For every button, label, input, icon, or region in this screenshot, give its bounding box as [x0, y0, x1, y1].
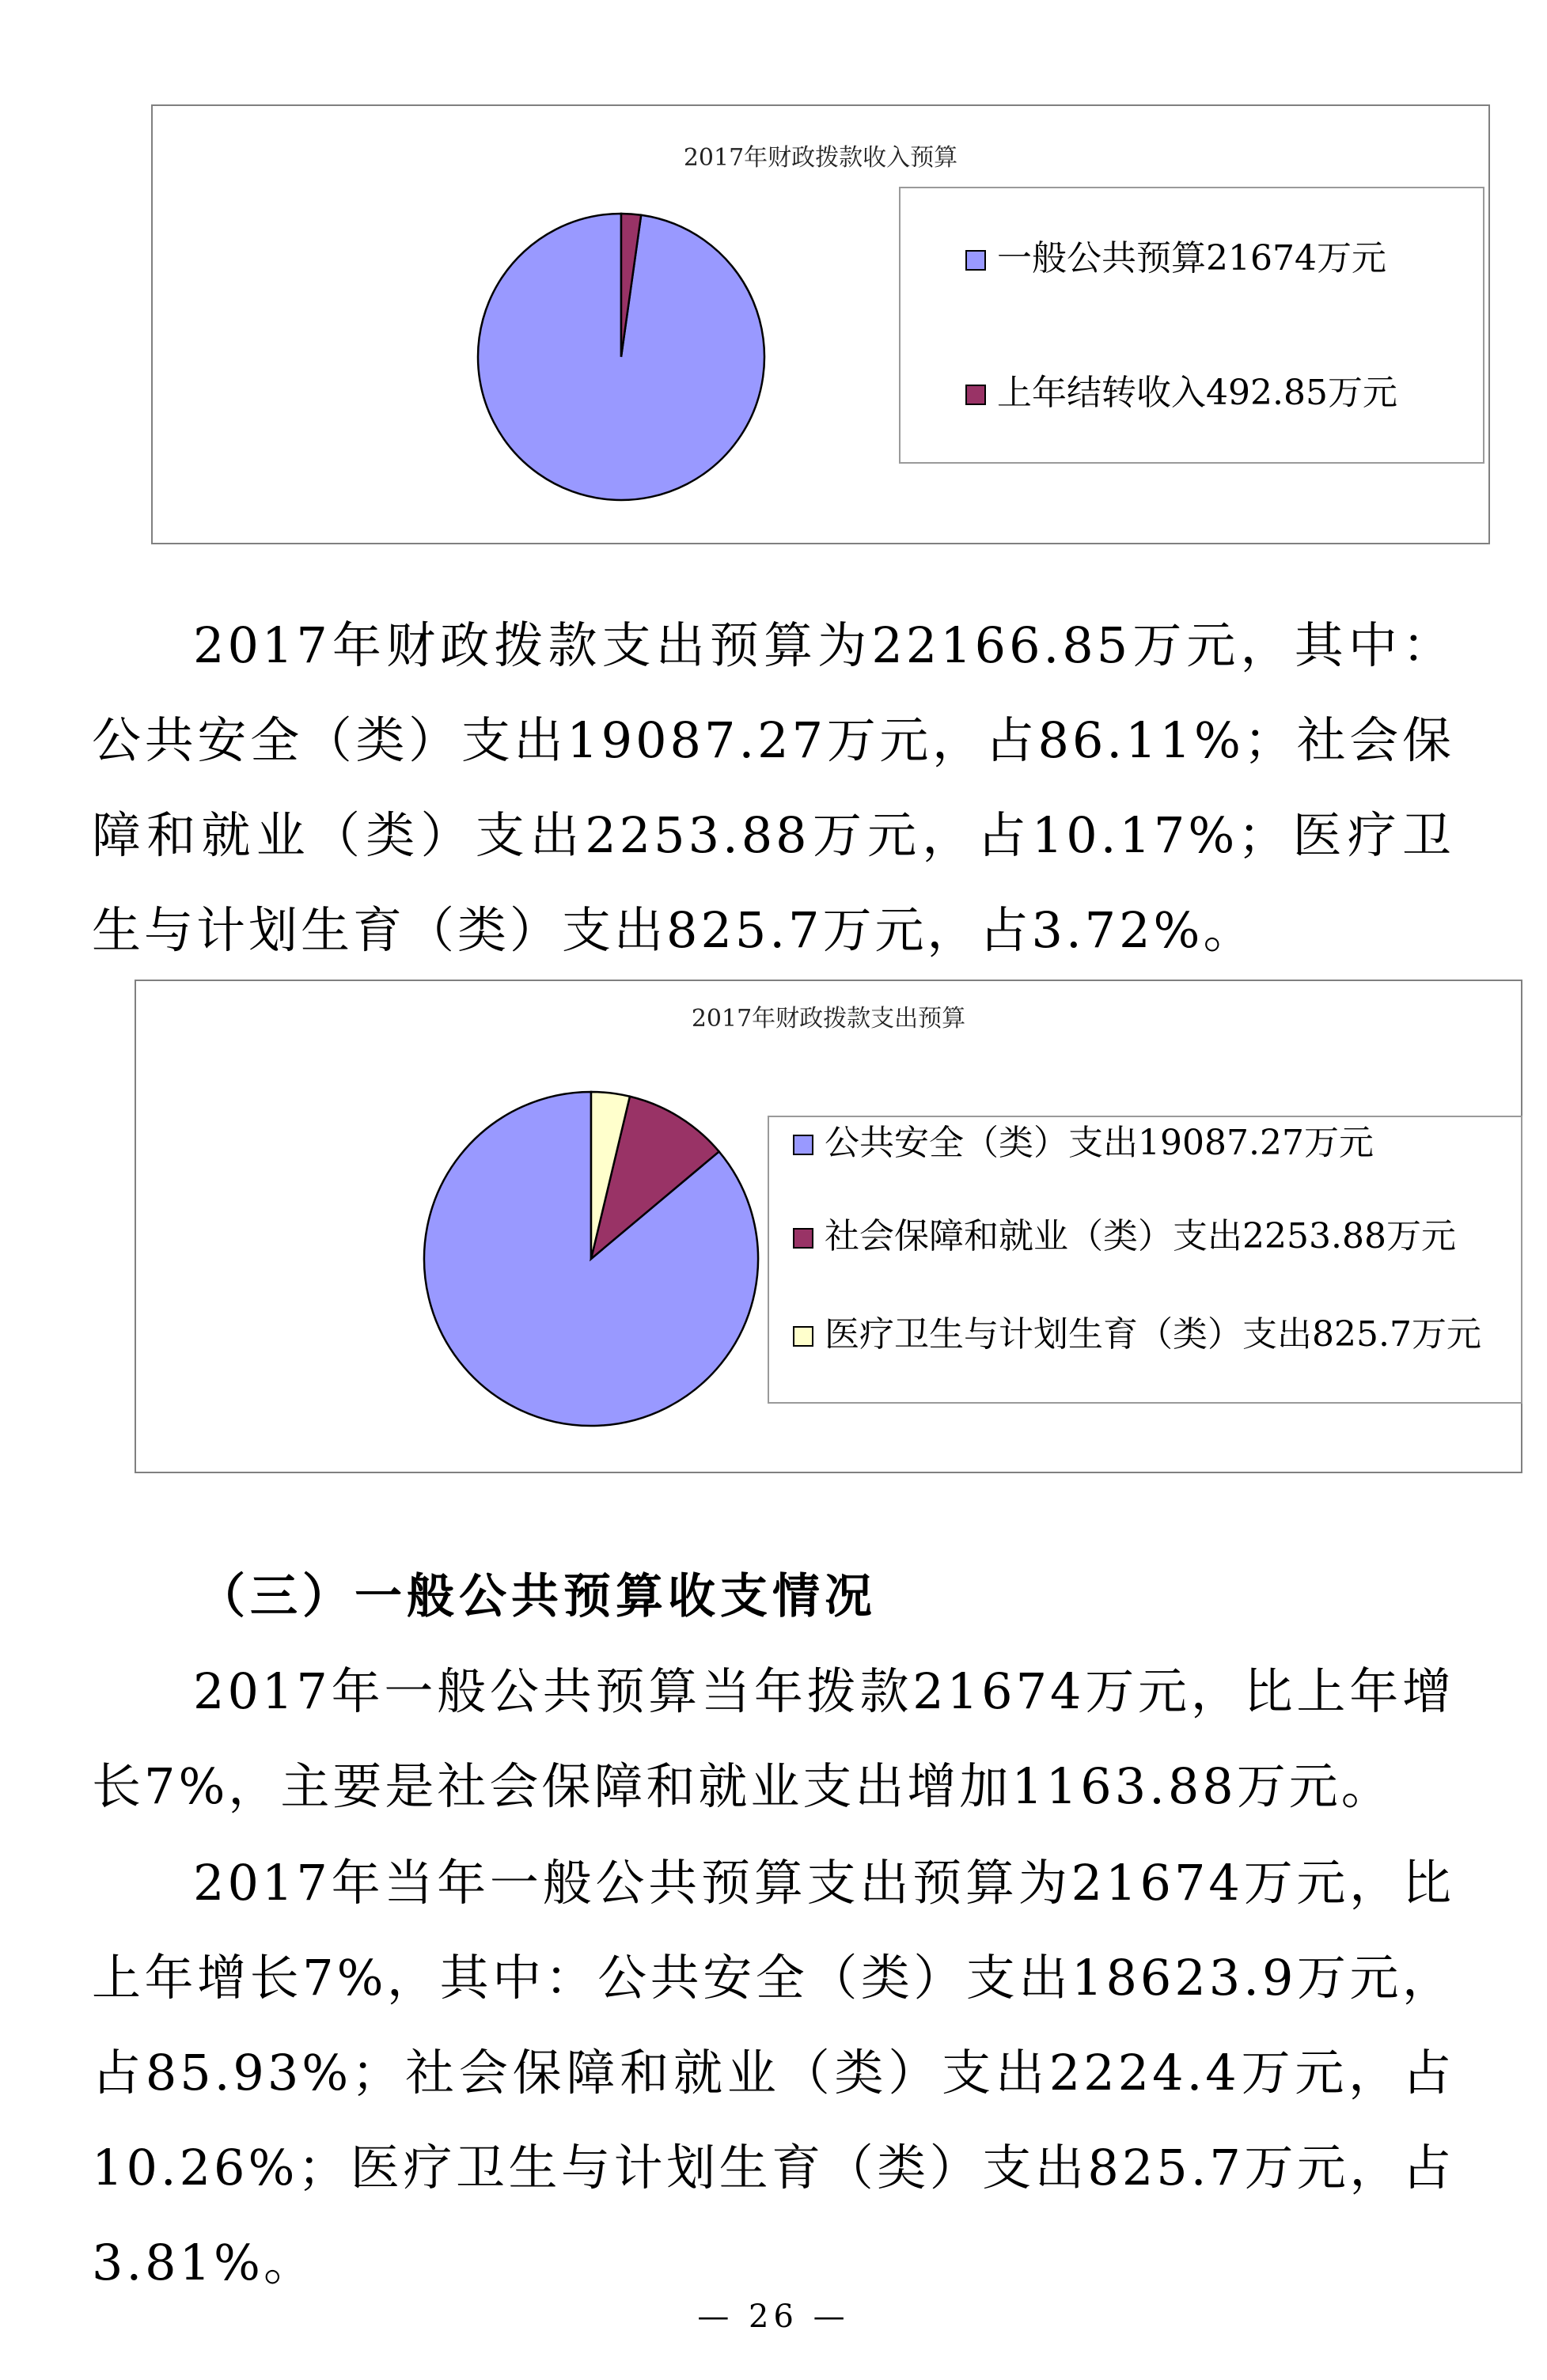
- legend-label: 医疗卫生与计划生育（类）支出825.7万元: [825, 1314, 1481, 1355]
- general-budget-income-paragraph: 2017年一般公共预算当年拨款21674万元，比上年增长7%，主要是社会保障和就业支出增加1163.88万元。: [92, 1662, 1454, 1815]
- legend-swatch: [965, 385, 986, 405]
- legend-swatch: [965, 250, 986, 271]
- legend-swatch: [793, 1326, 813, 1347]
- legend-item-carryover: [965, 372, 1397, 415]
- expenditure-chart-title: 2017年财政拨款支出预算: [691, 1005, 966, 1033]
- legend-label: 公共安全（类）支出19087.27万元: [825, 1123, 1374, 1163]
- legend-label: 上年结转收入492.85万元: [997, 373, 1397, 413]
- expenditure-chart-legend: [768, 1116, 1522, 1404]
- legend-item-healthcare: [793, 1313, 1505, 1356]
- legend-item-general-budget: [965, 237, 1386, 280]
- section-heading: （三）一般公共预算收支情况: [198, 1569, 877, 1624]
- legend-label: 一般公共预算21674万元: [997, 238, 1386, 279]
- legend-label: 社会保障和就业（类）支出2253.88万元: [825, 1216, 1456, 1256]
- expenditure-summary-paragraph: 2017年财政拨款支出预算为22166.85万元，其中：公共安全（类）支出19087.27万元，占86.11%；社会保障和就业（类）支出2253.88万元，占10.17%；医疗卫生与计划生育（类）支出825.7万元，占3.72%。: [92, 616, 1454, 959]
- expenditure-pie: [421, 1089, 761, 1429]
- income-chart: [151, 104, 1490, 544]
- income-chart-title: 2017年财政拨款收入预算: [683, 144, 958, 172]
- page-number: — 26 —: [697, 2299, 850, 2335]
- legend-swatch: [793, 1228, 813, 1249]
- legend-swatch: [793, 1135, 813, 1155]
- general-budget-expenditure-paragraph: 2017年当年一般公共预算支出预算为21674万元，比上年增长7%，其中：公共安全（类）支出18623.9万元，占85.93%；社会保障和就业（类）支出2224.4万元，占10.26%；医疗卫生与计划生育（类）支出825.7万元，占3.81%。: [92, 1854, 1454, 2291]
- income-chart-legend: [899, 187, 1484, 464]
- legend-item-social-security: [793, 1215, 1521, 1258]
- legend-item-public-security: [793, 1122, 1505, 1165]
- income-pie: [475, 210, 768, 503]
- expenditure-chart: [135, 980, 1522, 1473]
